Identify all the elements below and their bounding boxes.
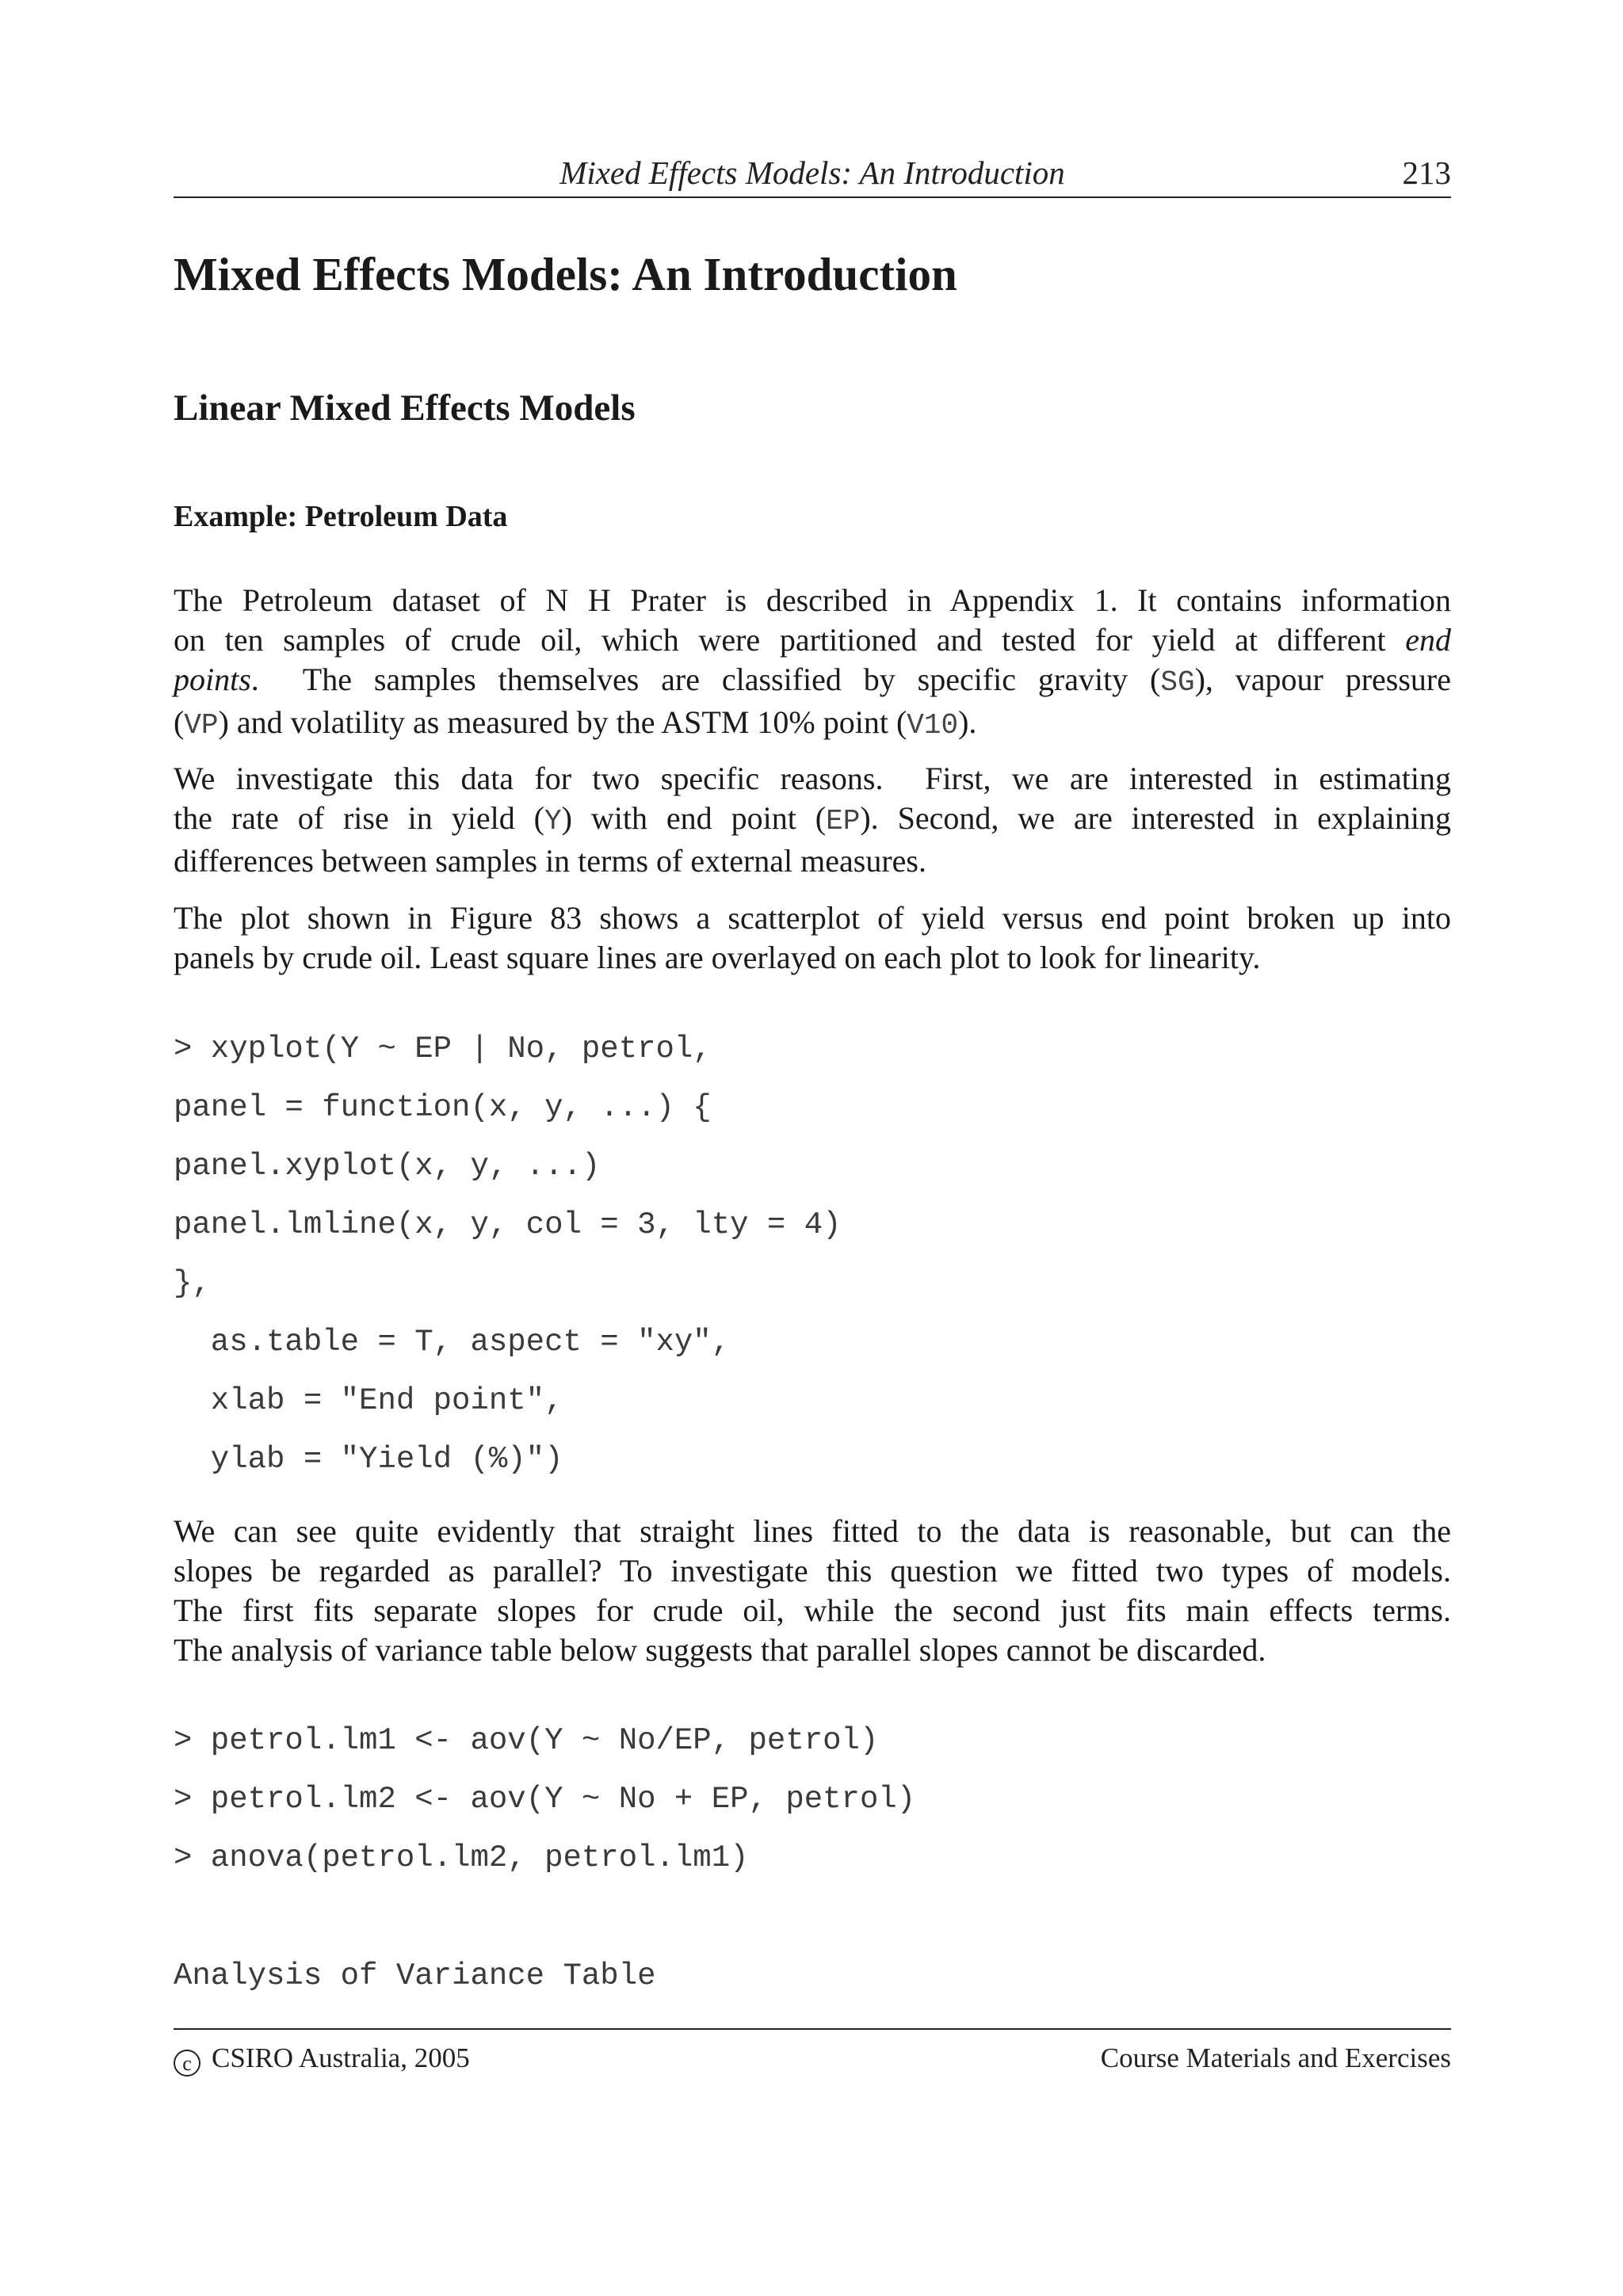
text-line: (VP) and volatility as measured by the ASTM 10% point (V10). <box>174 704 977 742</box>
paragraph-parallel-slopes <box>174 1512 1451 1670</box>
paragraph-figure-description <box>174 898 1451 978</box>
text-line: We can see quite evidently that straight lines fitted to the data is reasonable, but can the <box>174 1513 1451 1549</box>
subsection-title: Example: Petroleum Data <box>174 500 508 533</box>
text-line: on ten samples of crude oil, which were partitioned and tested for yield at different end <box>174 622 1451 658</box>
running-title: Mixed Effects Models: An Introduction <box>559 154 1065 191</box>
code-line: xlab = "End point", <box>174 1383 563 1418</box>
code-line: > petrol.lm2 <- aov(Y ~ No + EP, petrol) <box>174 1782 916 1817</box>
code-line: as.table = T, aspect = "xy", <box>174 1325 731 1360</box>
footer-rule <box>174 2028 1451 2030</box>
code-line: > anova(petrol.lm2, petrol.lm1) <box>174 1840 749 1875</box>
code-line: > xyplot(Y ~ EP | No, petrol, <box>174 1032 712 1066</box>
text-line: The Petroleum dataset of N H Prater is described in Appendix 1. It contains information <box>174 582 1451 618</box>
code-line: panel = function(x, y, ...) { <box>174 1090 712 1125</box>
text-line: differences between samples in terms of external measures. <box>174 843 926 879</box>
code-line: panel.xyplot(x, y, ...) <box>174 1149 601 1184</box>
output-heading: Analysis of Variance Table <box>174 1958 656 1993</box>
text-line: The first fits separate slopes for crude oil, while the second just fits main effects terms. <box>174 1592 1451 1628</box>
text-line: We investigate this data for two specific reasons. First, we are interested in estimating <box>174 761 1451 796</box>
paragraph-dataset-description <box>174 581 1451 746</box>
code-line: panel.lmline(x, y, col = 3, lty = 4) <box>174 1207 842 1242</box>
chapter-title: Mixed Effects Models: An Introduction <box>174 248 957 300</box>
paragraph-investigation-reasons <box>174 759 1451 881</box>
section-title: Linear Mixed Effects Models <box>174 387 636 429</box>
footer-organization: CSIRO Australia, 2005 <box>212 2042 470 2073</box>
running-header <box>174 149 1451 198</box>
text-line: The analysis of variance table below suggests that parallel slopes cannot be discarded. <box>174 1632 1266 1668</box>
text-line: the rate of rise in yield (Y) with end point (EP). Second, we are interested in explaining <box>174 800 1452 837</box>
text-line: panels by crude oil. Least square lines are overlayed on each plot to look for linearity. <box>174 940 1261 975</box>
text-line: points. The samples themselves are classified by specific gravity (SG), vapour pressure <box>174 662 1451 699</box>
code-line: }, <box>174 1266 211 1301</box>
copyright-icon: c <box>174 2050 200 2077</box>
footer-course-title: Course Materials and Exercises <box>1100 2042 1451 2073</box>
footer-copyright <box>174 2042 470 2077</box>
code-line: > petrol.lm1 <- aov(Y ~ No/EP, petrol) <box>174 1723 879 1758</box>
text-line: The plot shown in Figure 83 shows a scatterplot of yield versus end point broken up into <box>174 900 1451 936</box>
page-number: 213 <box>1402 154 1451 191</box>
text-line: slopes be regarded as parallel? To investigate this question we fitted two types of models. <box>174 1553 1451 1589</box>
code-line: ylab = "Yield (%)") <box>174 1442 563 1477</box>
